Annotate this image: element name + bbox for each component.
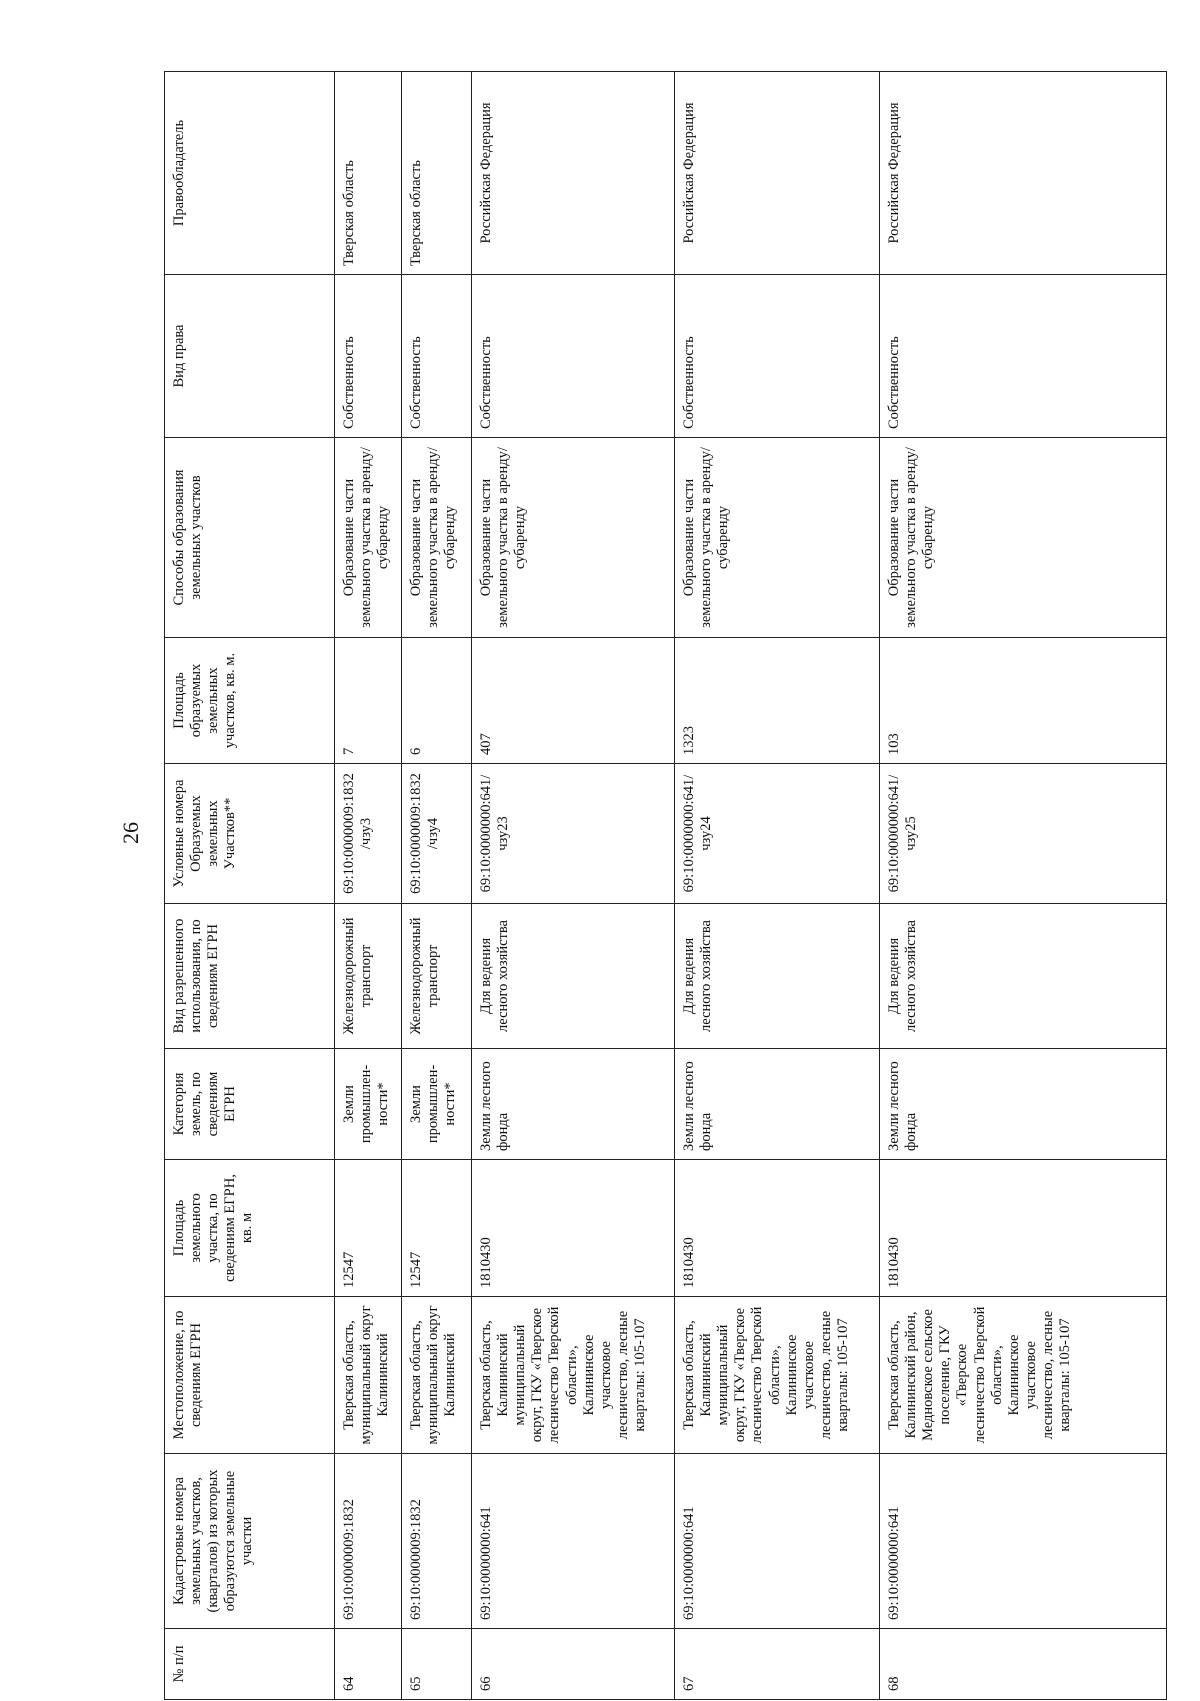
header-right: Вид права — [165, 275, 335, 438]
cell-area-egrn: 1810430 — [675, 1160, 880, 1297]
cell-right: Собственность — [472, 275, 675, 438]
cell-area-new: 7 — [335, 638, 402, 764]
header-use: Вид разрешенного использования, по сведениям ЕГРН — [165, 904, 335, 1049]
cell-cond-number: 69:10:0000000:641/чзу23 — [472, 764, 675, 904]
table-row — [402, 72, 472, 1700]
cell-right: Собственность — [402, 275, 472, 438]
cell-owner: Российская Федерация — [472, 72, 675, 275]
cell-area-egrn: 12547 — [335, 1160, 402, 1297]
cell-use: Для ведения лесного хозяйства — [472, 904, 675, 1049]
cell-category: Земли лесного фонда — [880, 1049, 1167, 1160]
cell-area-new: 103 — [880, 638, 1167, 764]
cell-cond-number: 69:10:0000009:1832/чзу3 — [335, 764, 402, 904]
cell-category: Земли промышлен-ности* — [402, 1049, 472, 1160]
cell-use: Для ведения лесного хозяйства — [880, 904, 1167, 1049]
cell-cadastral: 69:10:0000009:1832 — [335, 1454, 402, 1629]
cell-owner: Тверская область — [402, 72, 472, 275]
cell-area-egrn: 1810430 — [472, 1160, 675, 1297]
cell-area-new: 6 — [402, 638, 472, 764]
table-container — [164, 72, 1166, 1700]
cell-method: Образование части земельного участка в аренду/субаренду — [472, 438, 675, 638]
cell-use: Железнодорожный транспорт — [402, 904, 472, 1049]
cell-method: Образование части земельного участка в аренду/субаренду — [335, 438, 402, 638]
cell-cadastral: 69:10:0000000:641 — [472, 1454, 675, 1629]
cell-num: 65 — [402, 1629, 472, 1700]
cell-right: Собственность — [880, 275, 1167, 438]
cell-right: Собственность — [335, 275, 402, 438]
cell-category: Земли лесного фонда — [675, 1049, 880, 1160]
cell-cadastral: 69:10:0000000:641 — [675, 1454, 880, 1629]
cell-num: 64 — [335, 1629, 402, 1700]
table-row — [335, 72, 402, 1700]
cell-area-egrn: 12547 — [402, 1160, 472, 1297]
cell-area-new: 407 — [472, 638, 675, 764]
cell-area-new: 1323 — [675, 638, 880, 764]
header-area-egrn: Площадь земельного участка, по сведениям ЕГРН, кв. м — [165, 1160, 335, 1297]
cell-owner: Российская Федерация — [675, 72, 880, 275]
table-header-row — [165, 72, 335, 1700]
cell-owner: Российская Федерация — [880, 72, 1167, 275]
cell-location: Тверская область, муниципальный округ Калининский — [402, 1297, 472, 1454]
page-number: 26 — [118, 822, 143, 844]
cell-cond-number: 69:10:0000009:1832/чзу4 — [402, 764, 472, 904]
cell-method: Образование части земельного участка в аренду/субаренду — [402, 438, 472, 638]
cell-right: Собственность — [675, 275, 880, 438]
cell-cond-number: 69:10:0000000:641/чзу24 — [675, 764, 880, 904]
header-area-new: Площадь образуемых земельных участков, кв. м. — [165, 638, 335, 764]
cell-area-egrn: 1810430 — [880, 1160, 1167, 1297]
header-category: Категория земель, по сведениям ЕГРН — [165, 1049, 335, 1160]
cell-method: Образование части земельного участка в аренду/субаренду — [675, 438, 880, 638]
header-location: Местоположение, по сведениям ЕГРН — [165, 1297, 335, 1454]
cell-cadastral: 69:10:0000009:1832 — [402, 1454, 472, 1629]
cell-category: Земли промышлен-ности* — [335, 1049, 402, 1160]
cell-num: 66 — [472, 1629, 675, 1700]
table-row — [675, 72, 880, 1700]
cell-method: Образование части земельного участка в аренду/субаренду — [880, 438, 1167, 638]
table-row — [880, 72, 1167, 1700]
cell-num: 68 — [880, 1629, 1167, 1700]
header-method: Способы образования земельных участков — [165, 438, 335, 638]
cell-location: Тверская область, муниципальный округ Калининский — [335, 1297, 402, 1454]
cell-location: Тверская область, Калининский муниципальный округ, ГКУ «Тверское лесничество Тверской области», Калининское участковое лесничество, лесные кварталы: 105-107 — [675, 1297, 880, 1454]
cell-cond-number: 69:10:0000000:641/чзу25 — [880, 764, 1167, 904]
cell-cadastral: 69:10:0000000:641 — [880, 1454, 1167, 1629]
header-cond-number: Условные номера Образуемых земельных Участков** — [165, 764, 335, 904]
cell-category: Земли лесного фонда — [472, 1049, 675, 1160]
header-cadastral: Кадастровые номера земельных участков, (кварталов) из которых образуются земельные участки — [165, 1454, 335, 1629]
cell-location: Тверская область, Калининский район, Медновское сельское поселение, ГКУ «Тверское лесничество Тверской области», Калининское участковое лесничество, лесные кварталы: 105-107 — [880, 1297, 1167, 1454]
header-owner: Правообладатель — [165, 72, 335, 275]
cell-use: Железнодорожный транспорт — [335, 904, 402, 1049]
land-parcels-table — [164, 71, 1167, 1700]
cell-use: Для ведения лесного хозяйства — [675, 904, 880, 1049]
header-num: № п/п — [165, 1629, 335, 1700]
cell-location: Тверская область, Калининский муниципальный округ, ГКУ «Тверское лесничество Тверской области», Калининское участковое лесничество, лесные кварталы: 105-107 — [472, 1297, 675, 1454]
cell-owner: Тверская область — [335, 72, 402, 275]
table-row — [472, 72, 675, 1700]
cell-num: 67 — [675, 1629, 880, 1700]
